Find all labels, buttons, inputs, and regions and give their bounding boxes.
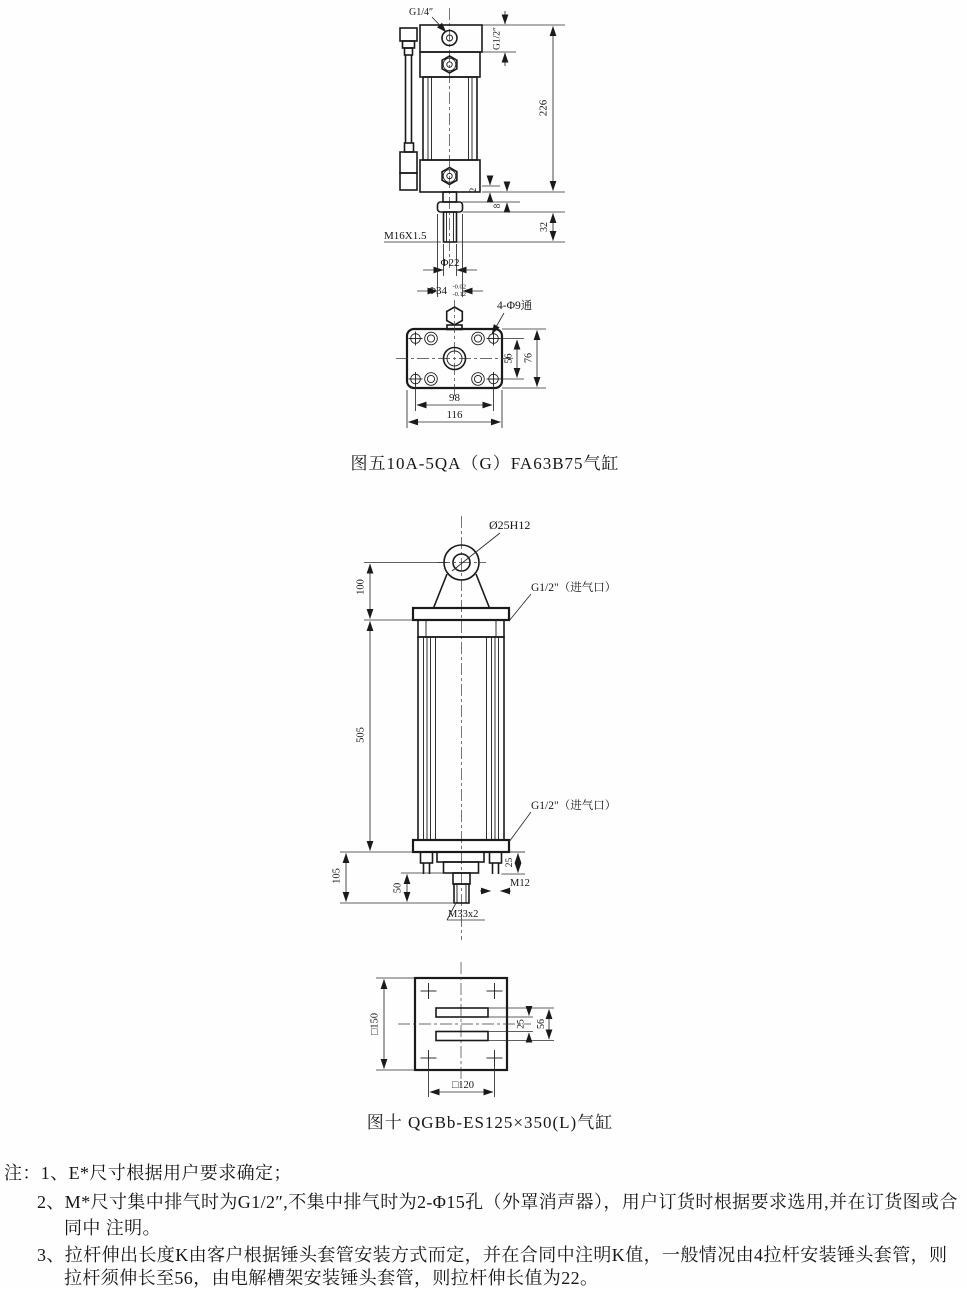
dim-boss-tol-lower: -0.12 xyxy=(452,291,467,298)
dim-tie-rod-thread: M12 xyxy=(510,878,530,889)
dim-slot-pitch: 25 xyxy=(516,1019,527,1029)
fig5-piston-rod xyxy=(438,192,463,242)
fig10-base-plate-view xyxy=(370,962,555,1097)
dim-mount-holes: 4-Φ9通 xyxy=(497,300,533,312)
dim-port-top: G1/2"（进气口） xyxy=(531,582,617,594)
dim-8: 8 xyxy=(492,203,502,209)
corner-hole-marks xyxy=(421,983,503,1066)
dim-hole-pitch-v: 56 xyxy=(503,353,515,364)
dim-rod-zone-height: 105 xyxy=(331,868,343,884)
dim-bolt-square: □120 xyxy=(451,1080,475,1091)
dim-hole-pitch-h: 98 xyxy=(449,392,460,404)
dim-port-top: G1/4″ xyxy=(409,7,434,18)
fig5-front-view xyxy=(400,8,482,268)
fig5-side-rod xyxy=(400,28,417,190)
dim-eye-bore: Ø25H12 xyxy=(489,518,531,532)
dim-tie-rod-extension: 25 xyxy=(505,857,515,868)
dim-plate-square: □150 xyxy=(369,1012,381,1036)
fig10-front-view xyxy=(413,516,616,940)
dim-rod-extension: 32 xyxy=(539,222,550,232)
dim-body-height: 505 xyxy=(355,727,367,743)
fig5-flange-view xyxy=(396,299,546,428)
dim-plate-height: 76 xyxy=(523,353,535,363)
note-line-5: 拉杆须伸长至56，由电解槽架安装锤头套管，则拉杆伸长值为22。 xyxy=(64,1268,599,1288)
note-line-4: 3、拉杆伸出长度K由客户根据锤头套管安装方式而定，并在合同中注明K值，一般情况由4拉杆安装锤头套管，则 xyxy=(37,1245,948,1265)
dim-height-total: 226 xyxy=(537,99,550,117)
tie-rod-ends xyxy=(421,852,502,874)
dim-boss-dia: Φ34 xyxy=(428,285,448,297)
dim-boss-tol-upper: -0.02 xyxy=(452,283,467,291)
note-line-1: 注：1、E*尺寸根据用户要求确定； xyxy=(4,1163,292,1183)
dim-port-bottom: G1/2"（进气口） xyxy=(531,800,617,812)
dim-rod-thread: M16X1.5 xyxy=(384,230,427,242)
dim-2: 2 xyxy=(468,187,478,193)
dim-rod-length: 50 xyxy=(392,882,404,894)
note-line-2: 2、M*尺寸集中排气时为G1/2″,不集中排气时为2-Φ15孔（外罩消声器），用户订货时根据要求选用,并在订货图或合 xyxy=(37,1192,958,1212)
dim-plate-width: 116 xyxy=(446,409,463,421)
dim-port-side: G1/2″ xyxy=(492,27,503,50)
figure10-caption: 图十 QGBb-ES125×350(L)气缸 xyxy=(366,1113,614,1132)
dim-slot-span: 56 xyxy=(536,1019,547,1029)
note-line-3: 同中 注明。 xyxy=(64,1218,161,1238)
dim-clevis-height: 100 xyxy=(355,579,367,595)
dim-rod-thread: M33x2 xyxy=(448,909,479,920)
dim-rod-dia: Φ22 xyxy=(440,257,460,269)
figure5-caption: 图五10A-5QA（G）FA63B75气缸 xyxy=(350,454,620,473)
